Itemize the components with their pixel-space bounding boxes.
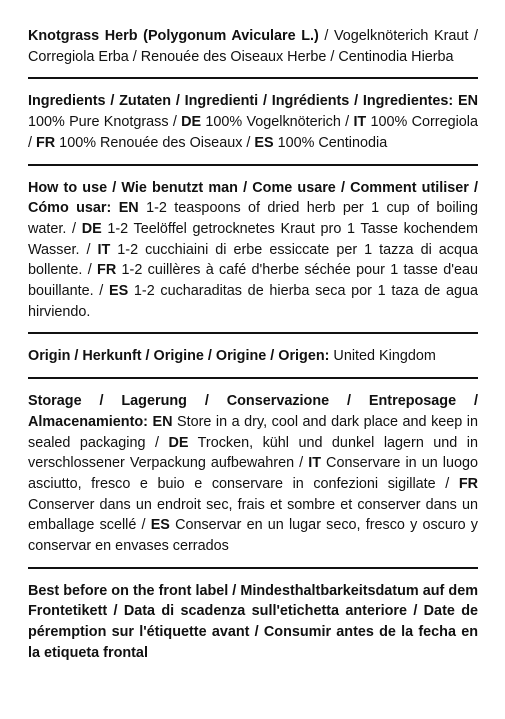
lang-code-es: ES xyxy=(150,517,170,534)
divider xyxy=(28,77,478,79)
storage-section xyxy=(28,391,478,557)
storage-es: Conservar en un lugar seco, fresco y oscuro y conservar en envases cerrados xyxy=(28,517,478,555)
lang-code-fr: FR xyxy=(97,262,117,279)
lang-code-en: EN xyxy=(152,413,173,430)
ingredients-heading: Ingredients / Zutaten / Ingredienti / Ingrédients / Ingredientes: xyxy=(28,93,454,110)
how-to-use-fr: 1-2 cuillères à café d'herbe séchée pour 1 tasse d'eau bouillante. / xyxy=(28,262,478,300)
storage-it: Conservare in un luogo asciutto, fresco e buio e conservare in confezioni sigillate / xyxy=(28,455,478,492)
divider xyxy=(28,332,478,334)
lang-code-en: EN xyxy=(458,93,478,110)
how-to-use-it: 1-2 cucchiaini di erbe essiccate per 1 tazza di acqua bollente. / xyxy=(28,241,478,279)
lang-code-es: ES xyxy=(254,134,274,151)
how-to-use-heading: How to use / Wie benutzt man / Come usare / Comment utiliser / Cómo usar: xyxy=(28,179,478,217)
lang-code-de: DE xyxy=(81,220,102,237)
ingredients-de: 100% Vogelknöterich / xyxy=(201,114,354,131)
how-to-use-es: 1-2 cucharaditas de hierba seca por 1 taza de agua hirviendo. xyxy=(28,283,478,320)
lang-code-it: IT xyxy=(308,455,321,472)
divider xyxy=(28,567,478,569)
origin-section xyxy=(28,346,478,367)
lang-code-de: DE xyxy=(181,114,202,131)
divider xyxy=(28,377,478,379)
lang-code-it: IT xyxy=(97,241,111,258)
lang-code-fr: FR xyxy=(36,134,56,151)
lang-code-de: DE xyxy=(168,434,189,451)
ingredients-section xyxy=(28,91,478,153)
how-to-use-en: 1-2 teaspoons of dried herb per 1 cup of boiling water. / xyxy=(28,200,478,237)
ingredients-fr: 100% Renouée des Oiseaux / xyxy=(55,134,255,151)
product-title-translations: / Vogelknöterich Kraut / Corregiola Erba / Renouée des Oiseaux Herbe / Centinodia Hierba xyxy=(28,28,478,65)
origin-value: United Kingdom xyxy=(329,348,436,365)
storage-de: Trocken, kühl und dunkel lagern und in verschlossener Verpackung aufbewahren / xyxy=(28,434,478,472)
best-before-text: Best before on the front label / Mindesthaltbarkeitsdatum auf dem Frontetikett / Data di scadenza sull'etichetta anteriore / Date de péremption sur l'étiquette avant / Consumir antes de la fecha en la etiqueta frontal xyxy=(28,582,478,661)
divider xyxy=(28,164,478,166)
lang-code-en: EN xyxy=(118,200,139,217)
how-to-use-de: 1-2 Teelöffel getrocknetes Kraut pro 1 Tasse kochendem Wasser. / xyxy=(28,220,479,258)
lang-code-es: ES xyxy=(109,283,129,300)
ingredients-es: 100% Centinodia xyxy=(273,134,388,151)
storage-en: Store in a dry, cool and dark place and keep in sealed packaging / xyxy=(28,413,478,451)
origin-heading: Origin / Herkunft / Origine / Origine / Origen: xyxy=(28,348,330,365)
lang-code-fr: FR xyxy=(458,475,478,492)
lang-code-it: IT xyxy=(353,114,367,131)
storage-fr: Conserver dans un endroit sec, frais et sombre et conserver dans un emballage scellé / xyxy=(28,496,478,534)
how-to-use-section xyxy=(28,178,478,323)
ingredients-en: 100% Pure Knotgrass / xyxy=(28,114,182,131)
best-before-section xyxy=(28,581,478,664)
ingredients-it: 100% Corregiola / xyxy=(28,114,478,151)
product-label xyxy=(28,26,478,664)
product-title xyxy=(28,26,478,67)
storage-heading: Storage / Lagerung / Conservazione / Entreposage / Almacenamiento: xyxy=(28,393,478,430)
product-title-latin: Knotgrass Herb (Polygonum Aviculare L.) xyxy=(28,28,319,44)
